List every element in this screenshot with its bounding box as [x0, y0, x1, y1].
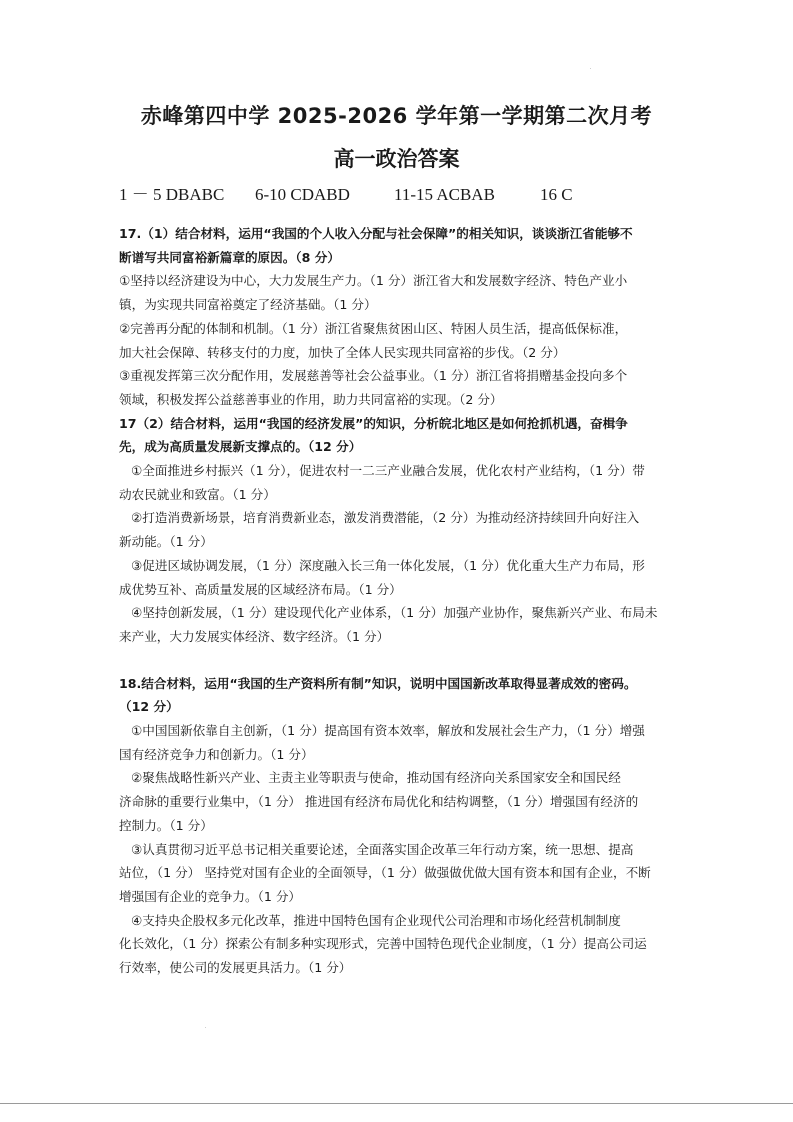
- answer-line: ②完善再分配的体制和机制。（1 分）浙江省聚焦贫困山区、特困人员生活，提高低保标准，: [119, 320, 628, 336]
- answer-line: ③认真贯彻习近平总书记相关重要论述，全面落实国企改革三年行动方案，统一思想、提高: [131, 841, 634, 857]
- answer-line: ③促进区域协调发展，（1 分）深度融入长三角一体化发展，（1 分）优化重大生产力布局，形: [131, 557, 645, 573]
- exam-subtitle: 高一政治答案: [333, 147, 460, 171]
- answer-line: 来产业，大力发展实体经济、数字经济。（1 分）: [119, 628, 390, 644]
- answer-line: 动农民就业和致富。（1 分）: [119, 486, 276, 502]
- question-18-prompt: （12 分）: [119, 699, 179, 715]
- answer-line: 镇，为实现共同富裕奠定了经济基础。（1 分）: [119, 297, 377, 313]
- answer-line: ③重视发挥第三次分配作用，发展慈善等社会公益事业。（1 分）浙江省将捐赠基金投向多个: [119, 368, 628, 384]
- question-17-1-prompt: 断谱写共同富裕新篇章的原因。（8 分）: [119, 249, 340, 265]
- choice-group-4: 16 C: [540, 185, 573, 204]
- scan-speck: [590, 68, 591, 69]
- page-bottom-rule: [0, 1103, 793, 1104]
- question-17-2-prompt: 17（2）结合材料，运用“我国的经济发展”的知识，分析皖北地区是如何抢抓机遇，奋楫争: [119, 415, 628, 431]
- answer-line: 国有经济竞争力和创新力。（1 分）: [119, 746, 314, 762]
- question-17-1-prompt: 17.（1）结合材料，运用“我国的个人收入分配与社会保障”的相关知识，谈谈浙江省能够不: [119, 226, 633, 241]
- answer-line: 加大社会保障、转移支付的力度，加快了全体人民实现共同富裕的步伐。（2 分）: [119, 344, 566, 360]
- choice-group-1: 1 － 5 DBABC: [119, 185, 225, 204]
- answer-line: ①坚持以经济建设为中心，大力发展生产力。（1 分）浙江省大和发展数字经济、特色产业小: [119, 273, 628, 289]
- choice-answers: [119, 180, 573, 205]
- answer-line: 站位，（1 分） 坚持党对国有企业的全面领导，（1 分）做强做优做大国有资本和国有企业，不断: [119, 865, 651, 881]
- exam-title: 赤峰第四中学 2025-2026 学年第一学期第二次月考: [140, 104, 653, 128]
- question-17-2-prompt: 先，成为高质量发展新支撑点的。（12 分）: [119, 439, 362, 455]
- answer-line: ①全面推进乡村振兴（1 分），促进农村一二三产业融合发展，优化农村产业结构，（1 分）带: [131, 463, 645, 479]
- answer-line: ②打造消费新场景，培育消费新业态，激发消费潜能，（2 分）为推动经济持续回升向好注入: [131, 510, 640, 526]
- answer-line: ②聚焦战略性新兴产业、主责主业等职责与使命，推动国有经济向关系国家安全和国民经: [131, 770, 621, 786]
- question-18-prompt: 18.结合材料，运用“我国的生产资料所有制”知识，说明中国国新改革取得显著成效的密码。: [119, 675, 637, 691]
- choice-group-2: 6-10 CDABD: [255, 185, 350, 204]
- answer-line: ④支持央企股权多元化改革，推进中国特色国有企业现代公司治理和市场化经营机制制度: [131, 912, 621, 928]
- choice-group-3: 11-15 ACBAB: [394, 185, 495, 204]
- answer-line: 控制力。（1 分）: [119, 817, 213, 833]
- answer-line: 新动能。（1 分）: [119, 534, 213, 550]
- section-gap: [119, 649, 679, 672]
- answer-line: ④坚持创新发展，（1 分）建设现代化产业体系，（1 分）加强产业协作，聚焦新兴产业、布局未: [131, 605, 658, 621]
- scan-speck: [205, 1027, 206, 1028]
- answer-line: 行效率，使公司的发展更具活力。（1 分）: [119, 960, 352, 976]
- answer-line: ①中国国新依靠自主创新，（1 分）提高国有资本效率，解放和发展社会生产力，（1 分）增强: [131, 723, 645, 739]
- answer-line: 济命脉的重要行业集中，（1 分） 推进国有经济布局优化和结构调整，（1 分）增强国有经济的: [119, 794, 639, 810]
- answer-line: 化长效化，（1 分）探索公有制多种实现形式，完善中国特色现代企业制度，（1 分）提高公司运: [119, 936, 647, 952]
- answer-line: 增强国有企业的竞争力。（1 分）: [119, 888, 302, 904]
- answer-line: 领域，积极发挥公益慈善事业的作用，助力共同富裕的实现。（2 分）: [119, 391, 503, 407]
- answer-content: [119, 222, 679, 980]
- answer-line: 成优势互补、高质量发展的区域经济布局。（1 分）: [119, 581, 402, 597]
